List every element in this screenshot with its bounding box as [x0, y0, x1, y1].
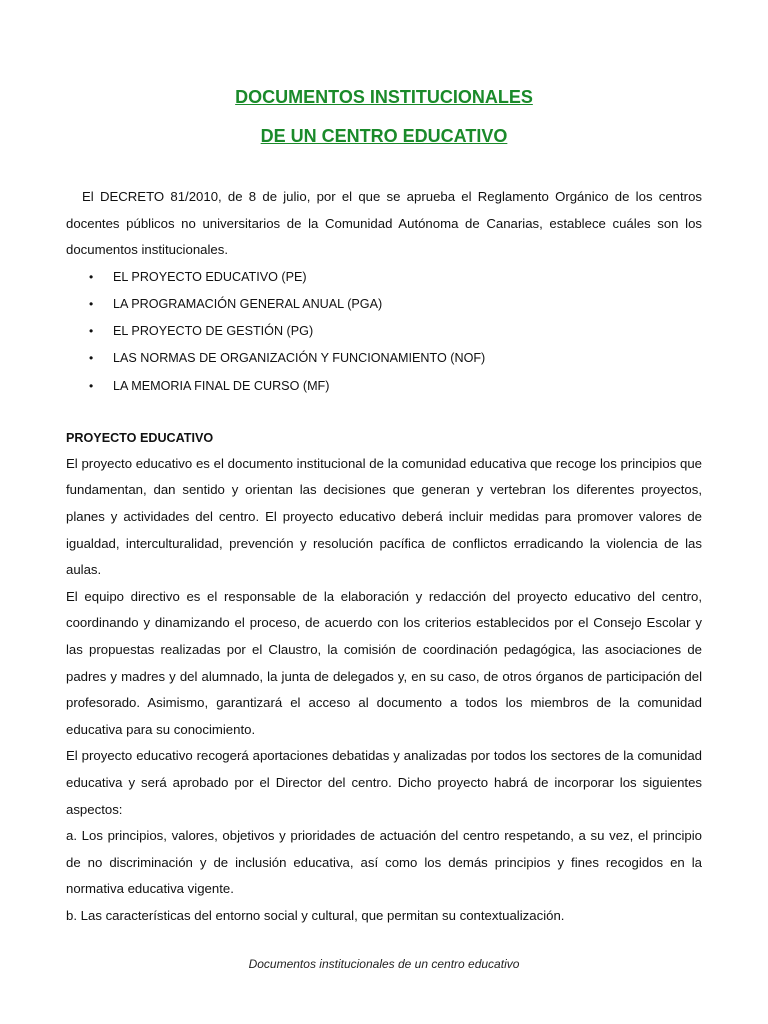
- body-paragraph: El proyecto educativo recogerá aportaciones debatidas y analizadas por todos los sectores de la comunidad educativa y será aprobado por el Director del centro. Dicho proyecto habrá de incorporar los siguientes aspectos:: [66, 748, 702, 817]
- list-item-label: EL PROYECTO DE GESTIÓN (PG): [113, 324, 314, 339]
- body-paragraph: b. Las características del entorno social y cultural, que permitan su contextualización.: [66, 907, 565, 923]
- documents-list: [66, 264, 702, 400]
- document-page: [66, 86, 702, 929]
- body-paragraph: El proyecto educativo es el documento institucional de la comunidad educativa que recoge los principios que fundamentan, dan sentido y orientan las decisiones que generan y vertebran los diferentes proyectos, planes y actividades del centro. El proyecto educativo deberá incluir medidas para promover valores de igualdad, interculturalidad, prevención y resolución pacífica de conflictos erradicando la violencia de las aulas.: [66, 455, 702, 578]
- document-title-line2: DE UN CENTRO EDUCATIVO: [260, 126, 508, 146]
- list-item: [66, 291, 702, 318]
- section-heading: PROYECTO EDUCATIVO: [66, 430, 214, 445]
- list-item: [66, 345, 702, 372]
- list-item: [66, 373, 702, 400]
- intro-paragraph: El DECRETO 81/2010, de 8 de julio, por el que se aprueba el Reglamento Orgánico de los centros docentes públicos no universitarios de la Comunidad Autónoma de Canarias, establece cuáles son los documentos institucionales.: [66, 189, 702, 258]
- bullet-icon: •: [89, 324, 94, 339]
- bullet-icon: •: [89, 378, 94, 393]
- page-footer: Documentos institucionales de un centro educativo: [248, 957, 520, 971]
- bullet-icon: •: [89, 269, 94, 284]
- list-item-label: LA MEMORIA FINAL DE CURSO (MF): [113, 378, 330, 393]
- bullet-icon: •: [89, 351, 94, 366]
- body-paragraph: El equipo directivo es el responsable de la elaboración y redacción del proyecto educativo del centro, coordinando y dinamizando el proceso, de acuerdo con los criterios establecidos por el Consejo Escolar y las propuestas realizadas por el Claustro, la comisión de coordinación pedagógica, las asociaciones de padres y madres y del alumnado, la junta de delegados y, en su caso, de otros órganos de participación del profesorado. Asimismo, garantizará el acceso al documento a todos los miembros de la comunidad educativa para su conocimiento.: [66, 588, 702, 737]
- list-item: [66, 318, 702, 345]
- list-item-label: LAS NORMAS DE ORGANIZACIÓN Y FUNCIONAMIENTO (NOF): [113, 351, 486, 366]
- list-item-label: LA PROGRAMACIÓN GENERAL ANUAL (PGA): [113, 296, 383, 311]
- document-title-line1: DOCUMENTOS INSTITUCIONALES: [235, 87, 533, 107]
- bullet-icon: •: [89, 296, 94, 311]
- list-item-label: EL PROYECTO EDUCATIVO (PE): [113, 269, 307, 284]
- body-paragraph: a. Los principios, valores, objetivos y prioridades de actuación del centro respetando, a su vez, el principio de no discriminación y de inclusión educativa, así como los demás principios y fines recogidos en la normativa educativa vigente.: [66, 828, 702, 897]
- list-item: [66, 264, 702, 291]
